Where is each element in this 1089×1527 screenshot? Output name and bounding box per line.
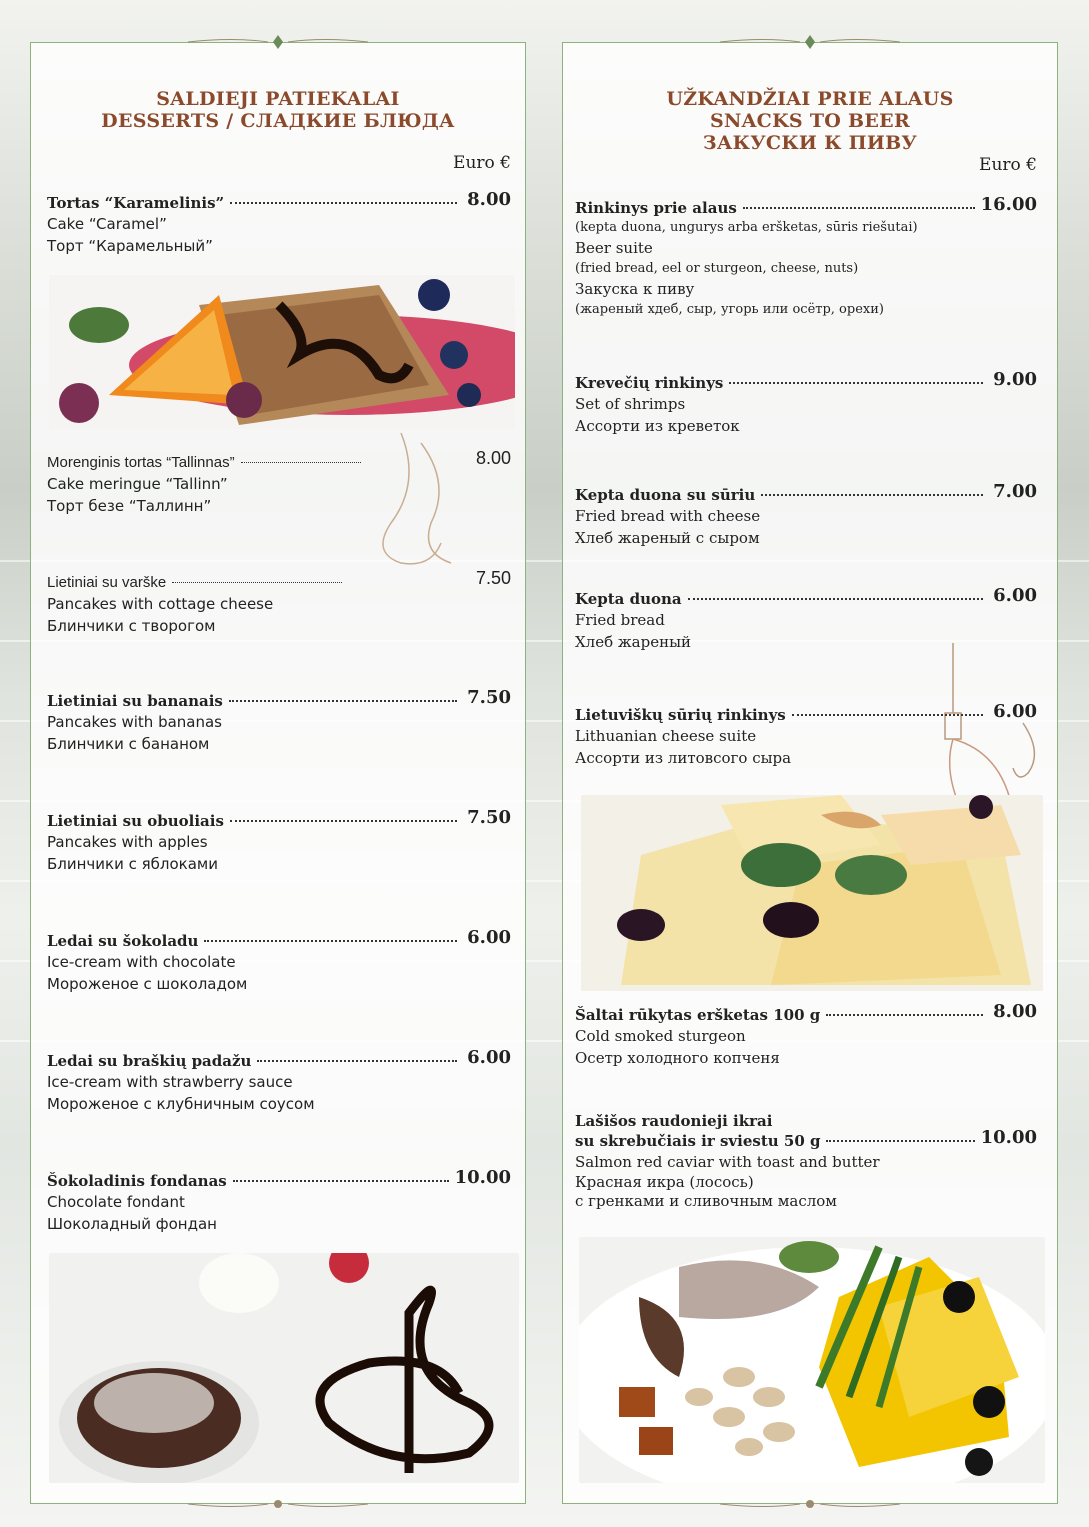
item-name-en: Pancakes with apples [47, 833, 208, 851]
menu-item [47, 927, 511, 995]
menu-item [575, 701, 1037, 769]
item-price: 10.00 [980, 1127, 1037, 1148]
item-price: 6.00 [467, 927, 511, 948]
item-name: Lietiniai su bananais [47, 692, 223, 710]
item-price: 7.50 [467, 687, 511, 708]
item-note-lt: (kepta duona, ungurys arba eršketas, sūris riešutai) [575, 220, 918, 235]
item-price: 7.50 [467, 807, 511, 828]
chocolate-fondant-photo [49, 1253, 519, 1483]
snacks-title-lt: UŽKANDŽIAI PRIE ALAUS [666, 88, 954, 110]
item-name-ru: Блинчики с творогом [47, 617, 216, 635]
item-name: Lietuviškų sūrių rinkinys [575, 706, 786, 724]
item-name-en: Cake meringue “Tallinn” [47, 475, 228, 493]
item-name-en: Chocolate fondant [47, 1193, 185, 1211]
item-name: Lietiniai su obuoliais [47, 812, 224, 830]
desserts-title-lt: SALDIEJI PATIEKALAI [156, 88, 400, 110]
item-price: 9.00 [993, 369, 1037, 390]
cheese-plate-photo [581, 795, 1043, 991]
item-name-ru: Блинчики с яблоками [47, 855, 218, 873]
item-name: Krevečių rinkinys [575, 374, 724, 392]
item-note-ru: (жареный хдеб, сыр, угорь или осётр, орехи) [575, 302, 884, 317]
item-price: 16.00 [980, 194, 1037, 215]
item-name-en: Beer suite [575, 239, 653, 257]
desserts-title-en-ru: DESSERTS / СЛАДКИЕ БЛЮДА [101, 110, 455, 132]
item-name-en: Fried bread [575, 611, 665, 629]
item-price: 8.00 [993, 1001, 1037, 1022]
item-name-ru: Ассорти из креветок [575, 417, 740, 435]
menu-item [47, 568, 511, 637]
currency-label: Euro € [979, 155, 1037, 175]
ornament-bottom-icon [188, 1497, 368, 1511]
item-note-en: (fried bread, eel or sturgeon, cheese, nuts) [575, 261, 859, 276]
item-name-en: Cake “Caramel” [47, 215, 167, 233]
item-name-ru: Хлеб жареный с сыром [575, 529, 760, 547]
item-name-en: Cold smoked sturgeon [575, 1027, 746, 1045]
item-price: 10.00 [454, 1167, 511, 1188]
menu-item [575, 1111, 1037, 1211]
item-name: Šaltai rūkytas eršketas 100 g [575, 1006, 821, 1024]
menu-item [47, 687, 511, 755]
item-name: Rinkinys prie alaus [575, 199, 737, 217]
item-name-en: Lithuanian cheese suite [575, 727, 757, 745]
menu-item [575, 369, 1037, 437]
item-name-ru: Торт “Карамельный” [47, 237, 213, 255]
item-name: Morenginis tortas “Tallinnas” [47, 454, 235, 471]
menu-item [47, 1167, 511, 1235]
desserts-panel [30, 42, 526, 1504]
currency-label: Euro € [453, 153, 511, 173]
item-name: Tortas “Karamelinis” [47, 194, 225, 212]
menu-item [47, 189, 511, 257]
item-name-ru: Хлеб жареный [575, 633, 692, 651]
item-name-en: Salmon red caviar with toast and butter [575, 1153, 880, 1171]
menu-item [575, 1001, 1037, 1069]
item-name-en: Set of shrimps [575, 395, 686, 413]
ornament-top-icon [720, 35, 900, 49]
item-name-ru-2: с гренками и сливочным маслом [575, 1192, 837, 1210]
item-name-ru: Красная икра (лосось) [575, 1173, 754, 1191]
item-name: Ledai su braškių padažu [47, 1052, 252, 1070]
item-price: 7.50 [475, 568, 511, 588]
snacks-title-ru: ЗАКУСКИ К ПИВУ [702, 132, 918, 154]
item-name: su skrebučiais ir sviestu 50 g [575, 1132, 821, 1150]
item-name-en: Pancakes with bananas [47, 713, 222, 731]
item-name-ru: Торт безе “Таллинн” [47, 497, 212, 515]
item-name-ru: Мороженое с клубничным соусом [47, 1095, 315, 1113]
caramel-cake-photo [49, 275, 515, 429]
item-name: Lietiniai su varške [47, 574, 167, 591]
item-name: Kepta duona su sūriu [575, 486, 756, 504]
item-name-ru: Закуска к пиву [575, 280, 695, 298]
menu-item [575, 194, 1037, 319]
menu-item [47, 807, 511, 875]
item-name: Kepta duona [575, 590, 682, 608]
menu-item [47, 448, 511, 517]
item-price: 6.00 [993, 701, 1037, 722]
menu-item [575, 481, 1037, 549]
item-price: 7.00 [993, 481, 1037, 502]
item-name-en: Ice-cream with chocolate [47, 953, 236, 971]
ornament-bottom-icon [720, 1497, 900, 1511]
item-name-ru: Мороженое с шоколадом [47, 975, 248, 993]
item-name-ru: Осетр холодного копченя [575, 1049, 780, 1067]
menu-item [47, 1047, 511, 1115]
item-price: 8.00 [467, 189, 511, 210]
item-name: Šokoladinis fondanas [47, 1172, 227, 1190]
item-price: 6.00 [467, 1047, 511, 1068]
item-price: 6.00 [993, 585, 1037, 606]
item-name-en: Fried bread with cheese [575, 507, 761, 525]
snacks-panel [562, 42, 1058, 1504]
ornament-top-icon [188, 35, 368, 49]
item-name: Ledai su šokoladu [47, 932, 199, 950]
snacks-title-en: SNACKS TO BEER [709, 110, 911, 132]
item-name-en: Pancakes with cottage cheese [47, 595, 274, 613]
item-price: 8.00 [475, 448, 511, 468]
item-name-ru: Шоколадный фондан [47, 1215, 217, 1233]
item-name-line1: Lašišos raudonieji ikrai [575, 1112, 773, 1130]
item-name-ru: Ассорти из литовсого сыра [575, 749, 792, 767]
beer-snack-platter-photo [579, 1237, 1045, 1483]
item-name-ru: Блинчики с бананом [47, 735, 210, 753]
item-name-en: Ice-cream with strawberry sauce [47, 1073, 293, 1091]
